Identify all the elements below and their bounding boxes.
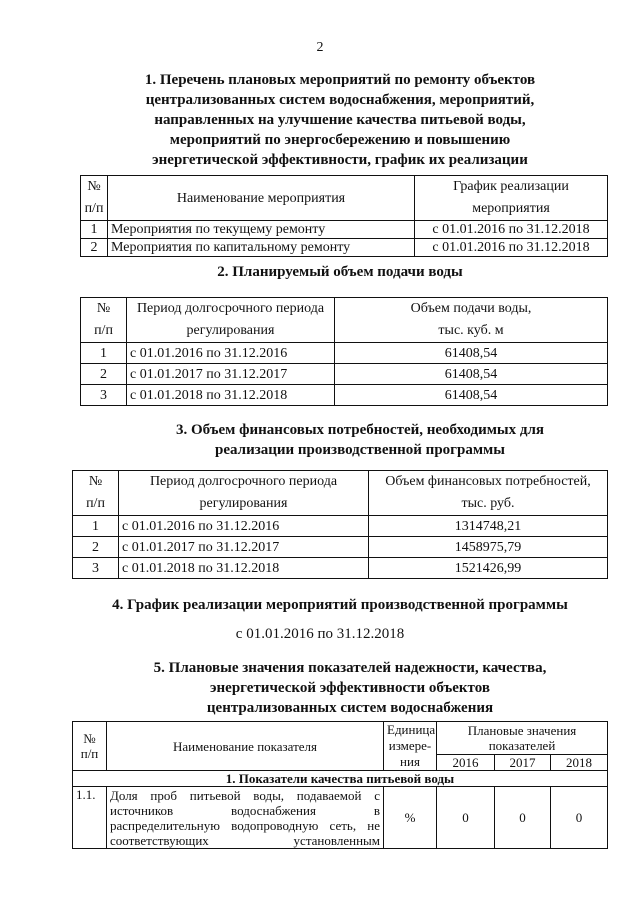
cell-num: 3 (81, 385, 127, 406)
cell-value: 1521426,99 (369, 558, 608, 579)
header-value-line: Объем подачи воды, (410, 301, 532, 316)
cell-period: с 01.01.2016 по 31.12.2016 (127, 343, 335, 364)
section1-title-line: энергетической эффективности, график их реализации (152, 152, 528, 168)
indicator-name-line: Доля проб питьевой воды, подаваемой с (110, 788, 380, 803)
header-num-line: п/п (86, 496, 105, 511)
header-unit-line: измере- (388, 738, 432, 753)
header-num (81, 298, 127, 343)
header-schedule (415, 176, 608, 221)
table-row (73, 516, 608, 537)
table-row (81, 239, 608, 257)
cell-schedule: с 01.01.2016 по 31.12.2018 (415, 221, 608, 239)
table-row (73, 537, 608, 558)
cell-num: 3 (73, 558, 119, 579)
header-planned (437, 722, 608, 755)
cell-num: 1.1. (73, 787, 107, 849)
section1-title-line: мероприятий по энергосбережению и повышению (169, 132, 511, 148)
table-row (73, 787, 608, 849)
section2-title (120, 262, 560, 282)
section4-period: с 01.01.2016 по 31.12.2018 (235, 626, 405, 642)
header-num-line: п/п (94, 323, 113, 338)
subsection-title: 1. Показатели качества питьевой воды (73, 771, 608, 787)
financial-needs-table (72, 470, 608, 579)
header-num-line: № (87, 179, 101, 194)
cell-value: 61408,54 (335, 343, 608, 364)
cell-num: 1 (81, 221, 108, 239)
header-period-line: регулирования (186, 323, 275, 338)
table-header-row (73, 722, 608, 755)
cell-name: Мероприятия по текущему ремонту (108, 221, 415, 239)
table-row (81, 221, 608, 239)
header-schedule-line: График реализации (453, 179, 569, 194)
cell-num: 1 (73, 516, 119, 537)
section3-title-line: реализации производственной программы (215, 442, 505, 458)
cell-num: 2 (81, 364, 127, 385)
cell-indicator-name (107, 787, 384, 849)
cell-num: 2 (81, 239, 108, 257)
header-name: Наименование мероприятия (108, 176, 415, 221)
header-year: 2017 (495, 755, 551, 771)
cell-schedule: с 01.01.2016 по 31.12.2018 (415, 239, 608, 257)
header-value-line: тыс. руб. (461, 496, 515, 511)
section1-title-line: 1. Перечень плановых мероприятий по ремонту объектов (144, 72, 536, 88)
section5-title-line: централизованных систем водоснабжения (206, 700, 494, 716)
header-schedule-line: мероприятия (472, 201, 550, 216)
indicator-name-line: соответствующих установленным (110, 833, 380, 848)
cell-value: 1458975,79 (369, 537, 608, 558)
header-value-line: тыс. куб. м (438, 323, 504, 338)
section3-title (150, 420, 570, 460)
header-period-line: Период долгосрочного периода (136, 301, 325, 316)
header-unit-line: ния (400, 754, 420, 769)
cell-period: с 01.01.2017 по 31.12.2017 (119, 537, 369, 558)
header-value-line: Объем финансовых потребностей, (385, 474, 591, 489)
cell-period: с 01.01.2018 по 31.12.2018 (127, 385, 335, 406)
cell-unit: % (384, 787, 437, 849)
header-year: 2016 (437, 755, 495, 771)
measures-table (80, 175, 608, 257)
table-row (81, 364, 608, 385)
header-num-line: п/п (84, 201, 104, 216)
subsection-row (73, 771, 608, 787)
cell-num: 1 (81, 343, 127, 364)
table-row (81, 343, 608, 364)
section5-title (130, 658, 570, 718)
table-header-row (81, 176, 608, 221)
cell-value: 61408,54 (335, 385, 608, 406)
indicator-name-line: распределительную водопроводную сеть, не (110, 818, 380, 833)
page-number: 2 (316, 40, 324, 55)
section1-title-line: централизованных систем водоснабжения, мероприятий, (145, 92, 535, 108)
cell-period: с 01.01.2018 по 31.12.2018 (119, 558, 369, 579)
water-volume-table (80, 297, 608, 406)
indicators-table (72, 721, 608, 849)
cell-name: Мероприятия по капитальному ремонту (108, 239, 415, 257)
header-value (335, 298, 608, 343)
header-num-line: п/п (80, 746, 99, 761)
header-period (127, 298, 335, 343)
cell-value: 1314748,21 (369, 516, 608, 537)
section5-title-line: 5. Плановые значения показателей надежности, качества, (153, 660, 547, 676)
section2-title-line: 2. Планируемый объем подачи воды (217, 264, 463, 280)
section1-title (120, 70, 560, 170)
header-unit (384, 722, 437, 771)
section1-title-line: направленных на улучшение качества питьевой воды, (154, 112, 526, 128)
header-num (73, 471, 119, 516)
header-period-line: Период долгосрочного периода (149, 474, 338, 489)
indicator-name-line: источников водоснабжения в (110, 803, 380, 818)
header-num (73, 722, 107, 771)
header-indicator-name: Наименование показателя (107, 722, 384, 771)
cell-period: с 01.01.2017 по 31.12.2017 (127, 364, 335, 385)
cell-value: 61408,54 (335, 364, 608, 385)
header-num (81, 176, 108, 221)
cell-value-2016: 0 (437, 787, 495, 849)
table-header-row (81, 298, 608, 343)
header-period (119, 471, 369, 516)
table-header-row (73, 471, 608, 516)
header-num-line: № (88, 474, 103, 489)
header-value (369, 471, 608, 516)
cell-value-2018: 0 (551, 787, 608, 849)
section3-title-line: 3. Объем финансовых потребностей, необходимых для (175, 422, 545, 438)
section4-title (80, 595, 600, 615)
cell-value-2017: 0 (495, 787, 551, 849)
header-year: 2018 (551, 755, 608, 771)
header-planned-line: Плановые значения (467, 723, 577, 738)
header-planned-line: показателей (488, 738, 556, 753)
cell-num: 2 (73, 537, 119, 558)
cell-period: с 01.01.2016 по 31.12.2016 (119, 516, 369, 537)
header-num-line: № (96, 301, 111, 316)
table-row (73, 558, 608, 579)
table-row (81, 385, 608, 406)
header-unit-line: Единица (387, 722, 436, 737)
header-period-line: регулирования (199, 496, 288, 511)
header-num-line: № (83, 731, 96, 746)
section5-title-line: энергетической эффективности объектов (210, 680, 490, 696)
section4-title-line: 4. График реализации мероприятий производственной программы (112, 597, 568, 613)
